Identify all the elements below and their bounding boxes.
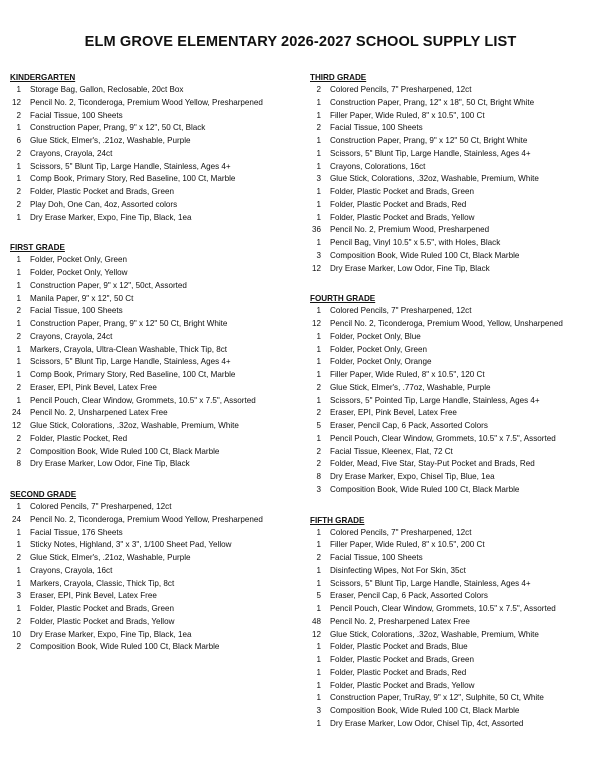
item-quantity: 1 xyxy=(316,642,321,652)
item-description: Dry Erase Marker, Expo, Fine Tip, Black, 1ea xyxy=(30,629,192,639)
item-description: Composition Book, Wide Ruled 100 Ct, Black Marble xyxy=(330,706,520,715)
list-item xyxy=(10,97,306,110)
item-description: Colored Pencils, 7" Presharpened, 12ct xyxy=(330,306,472,316)
item-description: Eraser, EPI, Pink Bevel, Latex Free xyxy=(30,382,157,392)
item-description: Glue Stick, Elmer's, .21oz, Washable, Purple xyxy=(30,136,191,145)
list-item xyxy=(310,458,598,471)
list-item xyxy=(310,97,598,110)
item-quantity: 10 xyxy=(11,629,21,639)
item-description: Folder, Plastic Pocket and Brads, Green xyxy=(330,187,474,196)
list-item xyxy=(310,212,598,225)
list-item xyxy=(10,590,306,603)
item-quantity: 1 xyxy=(316,667,321,677)
list-item xyxy=(310,484,598,497)
item-description: Folder, Plastic Pocket and Brads, Red xyxy=(330,199,467,209)
list-item xyxy=(310,552,598,565)
item-quantity: 48 xyxy=(311,616,321,626)
item-quantity: 1 xyxy=(16,357,21,367)
list-item xyxy=(310,446,598,459)
list-item xyxy=(10,407,306,420)
item-quantity: 3 xyxy=(316,706,321,715)
list-item xyxy=(10,578,306,591)
item-quantity: 1 xyxy=(16,565,21,575)
item-description: Dry Erase Marker, Low Odor, Chisel Tip, 4ct, Assorted xyxy=(330,718,524,728)
item-description: Folder, Plastic Pocket and Brads, Green xyxy=(330,655,474,664)
item-description: Markers, Crayola, Classic, Thick Tip, 8ct xyxy=(30,578,175,588)
list-item xyxy=(310,705,598,718)
item-description: Facial Tissue, 176 Sheets xyxy=(30,527,123,537)
item-description: Pencil No. 2, Presharpened Latex Free xyxy=(330,616,470,626)
item-description: Composition Book, Wide Ruled 100 Ct, Black Marble xyxy=(330,250,520,260)
list-item xyxy=(310,395,598,408)
item-description: Eraser, Pencil Cap, 6 Pack, Assorted Colors xyxy=(330,421,488,430)
list-item xyxy=(10,331,306,344)
list-item xyxy=(310,318,598,331)
list-item xyxy=(310,578,598,591)
item-description: Composition Book, Wide Ruled 100 Ct, Black Marble xyxy=(30,642,220,652)
item-description: Filler Paper, Wide Ruled, 8" x 10.5", 200 Ct xyxy=(330,540,485,550)
item-description: Composition Book, Wide Ruled 100 Ct, Black Marble xyxy=(30,446,220,456)
item-description: Pencil Pouch, Clear Window, Grommets, 10.5" x 7.5", Assorted xyxy=(330,433,556,443)
item-description: Scissors, 5" Blunt Tip, Large Handle, Stainless, Ages 4+ xyxy=(330,148,531,158)
item-description: Facial Tissue, 100 Sheets xyxy=(30,110,123,120)
list-item xyxy=(310,250,598,263)
item-description: Colored Pencils, 7" Presharpened, 12ct xyxy=(330,527,472,537)
list-item xyxy=(310,407,598,420)
item-quantity: 1 xyxy=(316,578,321,588)
item-quantity: 2 xyxy=(16,148,21,158)
item-quantity: 8 xyxy=(316,472,321,481)
item-quantity: 1 xyxy=(316,655,321,664)
item-quantity: 5 xyxy=(316,421,321,430)
item-quantity: 36 xyxy=(311,225,321,235)
item-description: Facial Tissue, Kleenex, Flat, 72 Ct xyxy=(330,446,453,456)
fifth-grade-section xyxy=(310,515,598,731)
item-quantity: 1 xyxy=(316,540,321,550)
item-quantity: 1 xyxy=(316,148,321,158)
item-quantity: 1 xyxy=(316,527,321,537)
item-quantity: 1 xyxy=(16,540,21,550)
list-item xyxy=(310,173,598,186)
item-description: Folder, Plastic Pocket and Brads, Blue xyxy=(330,642,468,652)
list-item xyxy=(310,654,598,667)
list-item xyxy=(310,224,598,237)
list-item xyxy=(10,305,306,318)
item-description: Glue Stick, Elmer's, .77oz, Washable, Purple xyxy=(330,382,491,392)
list-item xyxy=(310,603,598,616)
item-quantity: 1 xyxy=(16,268,21,277)
list-item xyxy=(310,122,598,135)
item-description: Folder, Plastic Pocket and Brads, Red xyxy=(330,667,467,677)
item-description: Pencil No. 2, Ticonderoga, Premium Wood, Yellow, Unsharpened xyxy=(330,319,563,328)
list-item xyxy=(10,603,306,616)
item-quantity: 6 xyxy=(16,136,21,145)
item-description: Eraser, EPI, Pink Bevel, Latex Free xyxy=(30,591,157,601)
item-quantity: 1 xyxy=(316,565,321,575)
item-description: Folder, Pocket Only, Orange xyxy=(330,357,432,367)
item-description: Glue Stick, Elmer's, .21oz, Washable, Purple xyxy=(30,553,191,562)
list-item xyxy=(310,148,598,161)
list-item xyxy=(10,629,306,642)
list-item xyxy=(10,616,306,629)
item-quantity: 1 xyxy=(16,255,21,265)
item-description: Dry Erase Marker, Expo, Chisel Tip, Blue, 1ea xyxy=(330,472,495,481)
item-quantity: 2 xyxy=(316,446,321,456)
item-description: Filler Paper, Wide Ruled, 8" x 10.5", 100 Ct xyxy=(330,110,485,120)
item-quantity: 3 xyxy=(316,484,321,494)
item-quantity: 2 xyxy=(316,382,321,392)
list-item xyxy=(310,616,598,629)
item-description: Folder, Pocket Only, Blue xyxy=(330,331,421,341)
list-item xyxy=(310,199,598,212)
third-grade-section xyxy=(310,72,598,275)
list-item xyxy=(310,263,598,276)
list-item xyxy=(10,148,306,161)
item-quantity: 1 xyxy=(316,161,321,171)
item-quantity: 1 xyxy=(316,604,321,613)
list-item xyxy=(10,565,306,578)
section-heading: FOURTH GRADE xyxy=(310,294,376,304)
item-description: Eraser, Pencil Cap, 6 Pack, Assorted Colors xyxy=(330,591,488,601)
item-description: Folder, Pocket Only, Yellow xyxy=(30,268,128,277)
item-quantity: 12 xyxy=(11,421,21,430)
item-description: Scissors, 5" Blunt Tip, Large Handle, Stainless, Ages 4+ xyxy=(30,161,231,171)
item-quantity: 1 xyxy=(316,187,321,196)
kindergarten-section xyxy=(10,72,306,224)
list-item xyxy=(10,135,306,148)
section-heading: KINDERGARTEN xyxy=(10,73,76,82)
list-item xyxy=(10,641,306,654)
list-item xyxy=(10,552,306,565)
item-quantity: 1 xyxy=(16,344,21,354)
item-description: Crayons, Crayola, 16ct xyxy=(30,565,113,575)
item-quantity: 12 xyxy=(311,629,321,639)
item-description: Colored Pencils, 7" Presharpened, 12ct xyxy=(30,502,172,511)
item-description: Folder, Pocket Only, Green xyxy=(30,255,128,265)
item-quantity: 1 xyxy=(16,319,21,328)
item-quantity: 1 xyxy=(16,395,21,405)
list-item xyxy=(10,280,306,293)
item-description: Markers, Crayola, Ultra-Clean Washable, Thick Tip, 8ct xyxy=(30,344,228,354)
list-item xyxy=(310,433,598,446)
item-quantity: 1 xyxy=(316,136,321,145)
item-quantity: 12 xyxy=(311,319,321,328)
item-description: Manila Paper, 9" x 12", 50 Ct xyxy=(30,293,134,303)
item-description: Folder, Mead, Five Star, Stay-Put Pocket and Brads, Red xyxy=(330,459,535,469)
item-description: Folder, Plastic Pocket and Brads, Yellow xyxy=(330,680,475,690)
item-quantity: 1 xyxy=(316,212,321,222)
list-item xyxy=(10,318,306,331)
item-description: Folder, Plastic Pocket and Brads, Green xyxy=(30,604,174,613)
right-column xyxy=(310,72,598,731)
list-item xyxy=(10,84,306,97)
item-description: Pencil No. 2, Ticonderoga, Premium Wood Yellow, Presharpened xyxy=(30,514,263,524)
list-item xyxy=(10,369,306,382)
item-description: Construction Paper, TruRay, 9" x 12", Sulphite, 50 Ct, White xyxy=(330,693,544,703)
list-item xyxy=(10,433,306,446)
list-item xyxy=(10,539,306,552)
fourth-grade-section xyxy=(310,293,598,496)
list-item xyxy=(310,369,598,382)
item-quantity: 1 xyxy=(316,433,321,443)
item-quantity: 3 xyxy=(316,174,321,184)
list-item xyxy=(10,110,306,123)
item-quantity: 2 xyxy=(16,199,21,209)
item-quantity: 1 xyxy=(316,199,321,209)
item-description: Folder, Pocket Only, Green xyxy=(330,344,428,354)
list-item xyxy=(310,382,598,395)
item-description: Facial Tissue, 100 Sheets xyxy=(330,553,423,562)
item-quantity: 1 xyxy=(16,370,21,379)
item-quantity: 1 xyxy=(316,718,321,728)
item-description: Construction Paper, 9" x 12", 50ct, Assorted xyxy=(30,280,187,290)
item-description: Composition Book, Wide Ruled 100 Ct, Black Marble xyxy=(330,484,520,494)
item-quantity: 2 xyxy=(16,110,21,120)
item-quantity: 2 xyxy=(16,382,21,392)
item-quantity: 12 xyxy=(11,97,21,107)
item-quantity: 1 xyxy=(316,97,321,107)
list-item xyxy=(310,680,598,693)
item-quantity: 2 xyxy=(316,553,321,562)
item-description: Facial Tissue, 100 Sheets xyxy=(330,123,423,133)
item-description: Scissors, 5" Pointed Tip, Large Handle, Stainless, Ages 4+ xyxy=(330,395,540,405)
item-description: Storage Bag, Gallon, Reclosable, 20ct Box xyxy=(30,85,184,94)
list-item xyxy=(310,356,598,369)
list-item xyxy=(10,212,306,225)
item-quantity: 8 xyxy=(16,459,21,469)
item-description: Facial Tissue, 100 Sheets xyxy=(30,306,123,316)
item-quantity: 1 xyxy=(316,680,321,690)
item-quantity: 1 xyxy=(316,357,321,367)
item-description: Folder, Plastic Pocket and Brads, Green xyxy=(30,187,174,196)
item-quantity: 1 xyxy=(316,331,321,341)
list-item xyxy=(10,199,306,212)
list-item xyxy=(310,667,598,680)
item-description: Crayons, Colorations, 16ct xyxy=(330,161,426,171)
item-quantity: 1 xyxy=(16,293,21,303)
list-item xyxy=(310,420,598,433)
item-quantity: 1 xyxy=(316,238,321,247)
item-quantity: 1 xyxy=(316,370,321,379)
item-description: Scissors, 5" Blunt Tip, Large Handle, Stainless, Ages 4+ xyxy=(30,357,231,367)
first-grade-section xyxy=(10,242,306,471)
item-quantity: 1 xyxy=(316,693,321,703)
item-description: Glue Stick, Colorations, .32oz, Washable, Premium, White xyxy=(330,174,539,184)
section-heading: SECOND GRADE xyxy=(10,490,77,499)
item-quantity: 1 xyxy=(316,344,321,354)
item-description: Pencil No. 2, Unsharpened Latex Free xyxy=(30,408,168,418)
list-item xyxy=(10,293,306,306)
item-quantity: 1 xyxy=(16,161,21,171)
list-item xyxy=(310,305,598,318)
item-quantity: 1 xyxy=(16,604,21,613)
list-item xyxy=(310,641,598,654)
page-title: ELM GROVE ELEMENTARY 2026-2027 SCHOOL SUPPLY LIST xyxy=(84,34,517,50)
item-quantity: 1 xyxy=(316,306,321,316)
item-quantity: 1 xyxy=(16,578,21,588)
list-item xyxy=(310,539,598,552)
item-quantity: 5 xyxy=(316,591,321,601)
list-item xyxy=(10,186,306,199)
item-description: Scissors, 5" Blunt Tip, Large Handle, Stainless, Ages 4+ xyxy=(330,578,531,588)
item-quantity: 2 xyxy=(316,408,321,418)
item-description: Glue Stick, Colorations, .32oz, Washable, Premium, White xyxy=(30,421,239,430)
list-item xyxy=(10,254,306,267)
item-description: Comp Book, Primary Story, Red Baseline, 100 Ct, Marble xyxy=(30,370,236,379)
item-description: Pencil Pouch, Clear Window, Grommets, 10.5" x 7.5", Assorted xyxy=(30,395,256,405)
item-description: Dry Erase Marker, Low Odor, Fine Tip, Black xyxy=(30,459,190,469)
list-item xyxy=(310,590,598,603)
item-quantity: 2 xyxy=(16,433,21,443)
item-quantity: 1 xyxy=(16,502,21,511)
item-description: Pencil No. 2, Premium Wood, Presharpened xyxy=(330,225,490,235)
list-item xyxy=(10,395,306,408)
list-item xyxy=(10,458,306,471)
list-item xyxy=(310,565,598,578)
second-grade-section xyxy=(10,489,306,654)
list-item xyxy=(310,344,598,357)
item-quantity: 24 xyxy=(11,408,21,418)
item-quantity: 2 xyxy=(16,187,21,196)
list-item xyxy=(310,186,598,199)
item-quantity: 1 xyxy=(16,123,21,133)
item-description: Pencil Bag, Vinyl 10.5" x 5.5", with Holes, Black xyxy=(330,238,501,247)
list-item xyxy=(310,84,598,97)
item-quantity: 3 xyxy=(16,591,21,601)
item-quantity: 2 xyxy=(316,459,321,469)
item-description: Disinfecting Wipes, Not For Skin, 35ct xyxy=(330,565,466,575)
item-quantity: 2 xyxy=(16,306,21,316)
list-item xyxy=(10,527,306,540)
list-item xyxy=(310,331,598,344)
item-description: Folder, Plastic Pocket and Brads, Yellow xyxy=(30,616,175,626)
list-item xyxy=(10,446,306,459)
item-quantity: 1 xyxy=(16,527,21,537)
list-item xyxy=(310,471,598,484)
list-item xyxy=(10,173,306,186)
item-description: Pencil No. 2, Ticonderoga, Premium Wood Yellow, Presharpened xyxy=(30,97,263,107)
list-item xyxy=(10,420,306,433)
item-description: Dry Erase Marker, Low Odor, Fine Tip, Black xyxy=(330,263,490,273)
item-quantity: 2 xyxy=(16,331,21,341)
item-quantity: 2 xyxy=(316,123,321,133)
item-description: Crayons, Crayola, 24ct xyxy=(30,331,113,341)
item-quantity: 1 xyxy=(16,85,21,94)
item-quantity: 12 xyxy=(311,263,321,273)
item-quantity: 1 xyxy=(316,395,321,405)
item-description: Play Doh, One Can, 4oz, Assorted colors xyxy=(30,199,178,209)
item-description: Folder, Plastic Pocket and Brads, Yellow xyxy=(330,212,475,222)
item-quantity: 1 xyxy=(16,174,21,184)
item-quantity: 1 xyxy=(16,280,21,290)
item-description: Construction Paper, Prang, 12" x 18", 50 Ct, Bright White xyxy=(330,97,535,107)
list-item xyxy=(310,527,598,540)
section-heading: FIFTH GRADE xyxy=(310,515,365,525)
list-item xyxy=(310,110,598,123)
item-quantity: 1 xyxy=(316,110,321,120)
item-description: Construction Paper, Prang, 9" x 12" 50 Ct, Bright White xyxy=(30,319,228,328)
list-item xyxy=(310,161,598,174)
list-item xyxy=(10,501,306,514)
item-description: Glue Stick, Colorations, .32oz, Washable, Premium, White xyxy=(330,629,539,639)
list-item xyxy=(310,237,598,250)
item-description: Construction Paper, Prang, 9" x 12" 50 Ct, Bright White xyxy=(330,136,528,145)
item-description: Construction Paper, Prang, 9" x 12", 50 Ct, Black xyxy=(30,123,206,133)
list-item xyxy=(10,382,306,395)
item-description: Dry Erase Marker, Expo, Fine Tip, Black, 1ea xyxy=(30,212,192,222)
list-item xyxy=(310,692,598,705)
item-description: Folder, Plastic Pocket, Red xyxy=(30,433,128,443)
list-item xyxy=(10,344,306,357)
list-item xyxy=(10,161,306,174)
item-quantity: 2 xyxy=(16,446,21,456)
item-quantity: 2 xyxy=(16,553,21,562)
item-quantity: 1 xyxy=(16,212,21,222)
list-item xyxy=(310,629,598,642)
section-heading: FIRST GRADE xyxy=(10,243,65,253)
item-quantity: 2 xyxy=(316,85,321,94)
item-description: Colored Pencils, 7" Presharpened, 12ct xyxy=(330,85,472,94)
item-description: Eraser, EPI, Pink Bevel, Latex Free xyxy=(330,408,457,418)
item-quantity: 2 xyxy=(16,642,21,652)
list-item xyxy=(10,356,306,369)
section-heading: THIRD GRADE xyxy=(310,73,367,82)
list-item xyxy=(10,267,306,280)
item-quantity: 24 xyxy=(11,514,21,524)
list-item xyxy=(310,718,598,731)
item-description: Comp Book, Primary Story, Red Baseline, 100 Ct, Marble xyxy=(30,174,236,184)
item-quantity: 3 xyxy=(316,250,321,260)
item-quantity: 2 xyxy=(16,616,21,626)
item-description: Sticky Notes, Highland, 3" x 3", 1/100 Sheet Pad, Yellow xyxy=(30,540,232,550)
item-description: Crayons, Crayola, 24ct xyxy=(30,148,113,158)
list-item xyxy=(310,135,598,148)
left-column xyxy=(10,72,306,654)
item-description: Filler Paper, Wide Ruled, 8" x 10.5", 120 Ct xyxy=(330,370,485,379)
list-item xyxy=(10,122,306,135)
item-description: Pencil Pouch, Clear Window, Grommets, 10.5" x 7.5", Assorted xyxy=(330,604,556,613)
list-item xyxy=(10,514,306,527)
